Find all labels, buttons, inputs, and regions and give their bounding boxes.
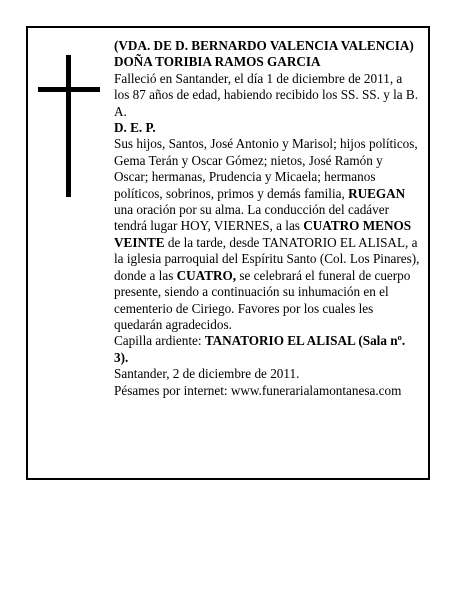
condolences-line: Pésames por internet: www.funerarialamontanesa.com bbox=[114, 382, 402, 398]
dep-line: D. E. P. bbox=[114, 120, 156, 136]
chapel-line: Capilla ardiente: TANATORIO EL ALISAL (Sala nº. 3). bbox=[114, 333, 406, 365]
obituary-text bbox=[114, 38, 420, 399]
widow-line: (VDA. DE D. BERNARDO VALENCIA VALENCIA) bbox=[114, 38, 414, 53]
cross-icon bbox=[38, 55, 100, 197]
death-notice: Falleció en Santander, el día 1 de diciembre de 2011, a los 87 años de edad, habiendo recibido los SS. SS. y la B. A. bbox=[114, 70, 419, 119]
date-line: Santander, 2 de diciembre de 2011. bbox=[114, 366, 300, 382]
deceased-name: DOÑA TORIBIA RAMOS GARCIA bbox=[114, 54, 321, 70]
family-paragraph: Sus hijos, Santos, José Antonio y Marisol; hijos políticos, Gema Terán y Oscar Gómez; nietos, José Ramón y Oscar; hermanas, Prudencia y Micaela; hermanos políticos, sobrinos, primos y demás familia, RUEGAN una oración por su alma. La conducción del cadáver tendrá lugar HOY, VIERNES, a las CUATRO MENOS VEINTE de la tarde, desde TANATORIO EL ALISAL, a la iglesia parroquial del Espíritu Santo (Col. Los Pinares), donde a las CUATRO, se celebrará el funeral de cuerpo presente, siendo a continuación su inhumación en el cementerio de Ciriego. Favores por los cuales les quedarán agradecidos. bbox=[114, 136, 420, 332]
